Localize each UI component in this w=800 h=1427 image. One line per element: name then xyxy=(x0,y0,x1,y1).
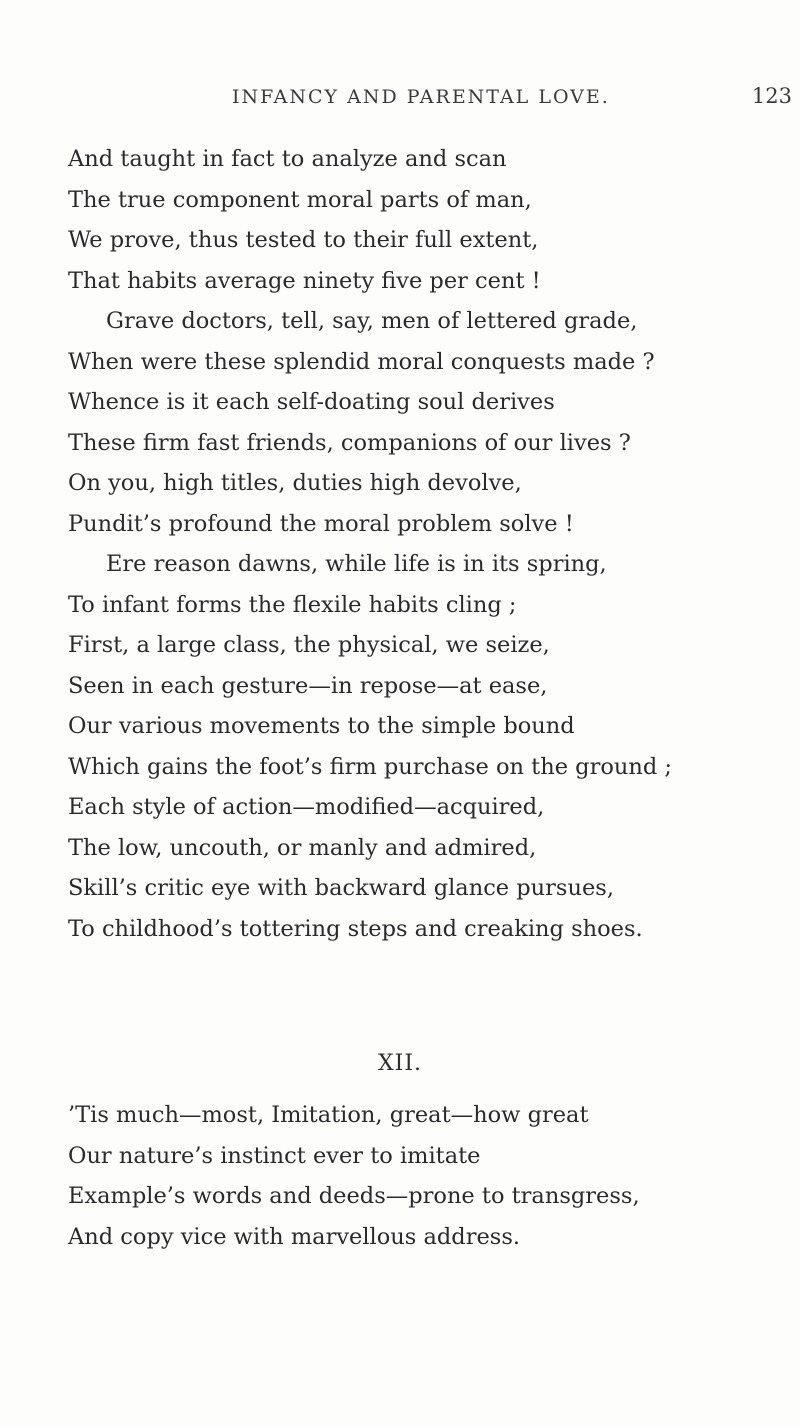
poem-line: When were these splendid moral conquests made ? xyxy=(68,348,655,375)
poem-line: First, a large class, the physical, we seize, xyxy=(68,632,550,658)
poem-line: To childhood’s tottering steps and creaking shoes. xyxy=(68,915,643,942)
poem-line: Which gains the foot’s firm purchase on the ground ; xyxy=(68,753,673,780)
poem-line: The low, uncouth, or manly and admired, xyxy=(68,834,537,861)
poem-line: And copy vice with marvellous address. xyxy=(68,1223,521,1250)
running-title: INFANCY AND PARENTAL LOVE. xyxy=(232,86,610,108)
poem-line: On you, high titles, duties high devolve, xyxy=(68,470,522,496)
poem-line: To infant forms the flexile habits cling ; xyxy=(68,591,517,618)
poem-line: The true component moral parts of man, xyxy=(68,186,532,213)
poem-line: And taught in fact to analyze and scan xyxy=(68,146,507,172)
poem-line: Example’s words and deeds—prone to transgress, xyxy=(68,1183,640,1209)
poem-section-two xyxy=(68,1095,793,1257)
section-heading: XII. xyxy=(377,1051,423,1076)
poem-line: Our various movements to the simple bound xyxy=(68,713,575,739)
poem-line: Seen in each gesture—in repose—at ease, xyxy=(68,672,548,699)
poem-line: Skill’s critic eye with backward glance pursues, xyxy=(68,875,614,901)
poem-line: Grave doctors, tell, say, men of lettered grade, xyxy=(106,308,638,334)
poem-line: ’Tis much—most, Imitation, great—how great xyxy=(68,1102,589,1128)
poem-section-one xyxy=(68,139,793,949)
poem-line: We prove, thus tested to their full extent, xyxy=(68,227,539,253)
poem-line: These firm fast friends, companions of our lives ? xyxy=(68,429,631,456)
poem-line: Ere reason dawns, while life is in its spring, xyxy=(106,551,607,577)
poem-line: Our nature’s instinct ever to imitate xyxy=(68,1142,481,1169)
poem-line: That habits average ninety five per cent ! xyxy=(68,267,541,294)
page-number: 123 xyxy=(751,84,792,108)
poem-line: Whence is it each self-doating soul derives xyxy=(68,389,555,415)
poem-line: Each style of action—modified—acquired, xyxy=(68,794,545,820)
poem-line: Pundit’s profound the moral problem solve ! xyxy=(68,510,574,537)
